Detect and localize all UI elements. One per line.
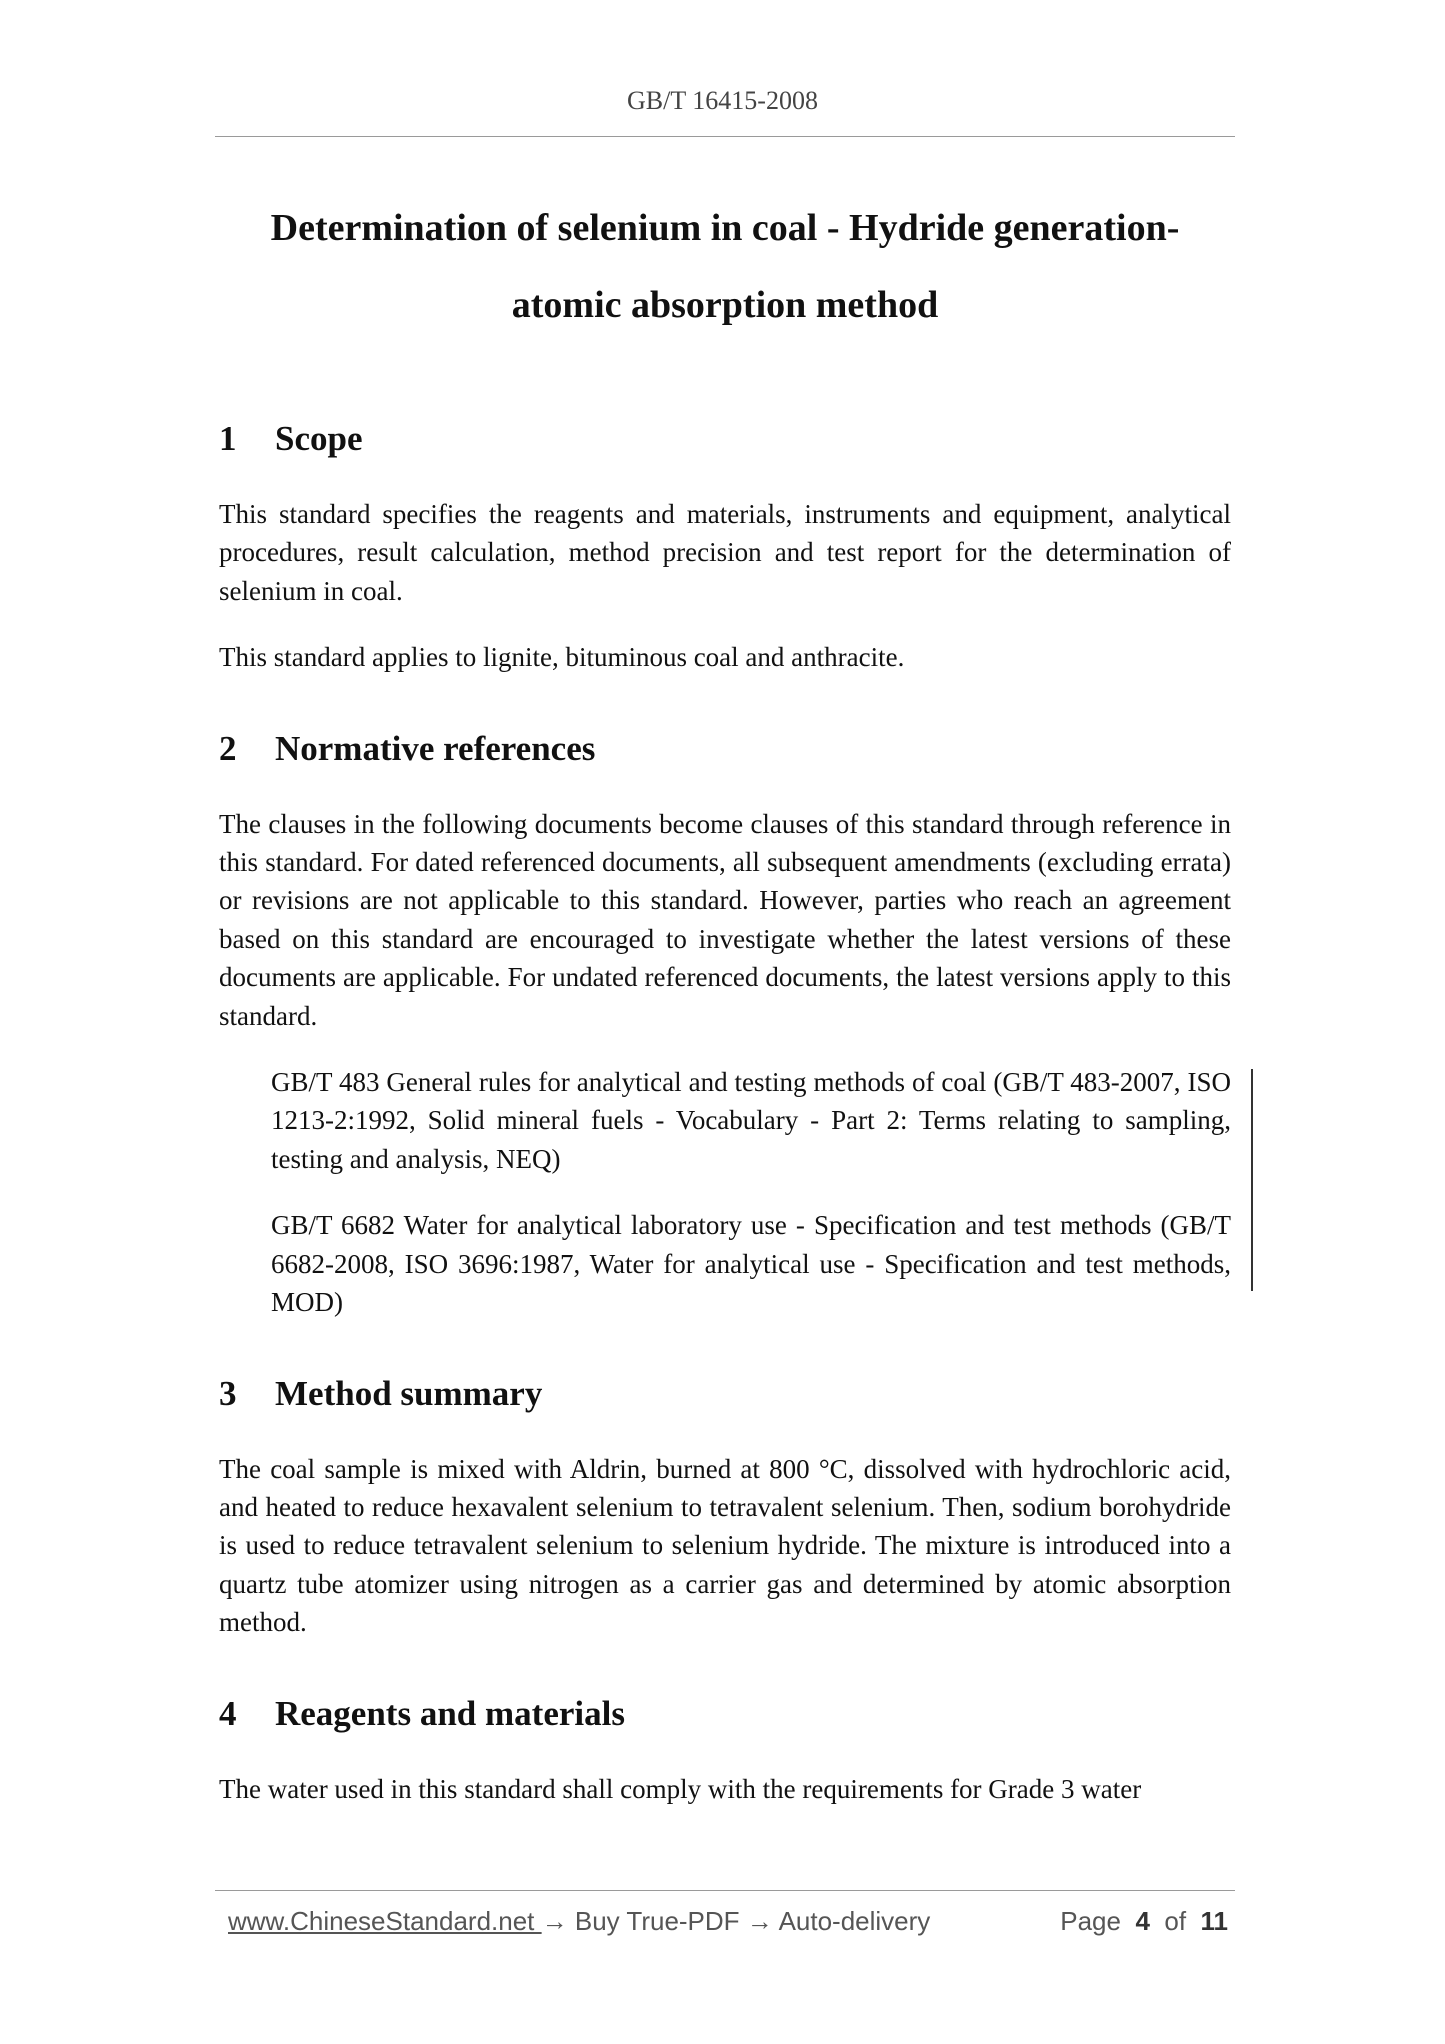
purchase-text: → Buy True-PDF → Auto-delivery bbox=[541, 1906, 931, 1936]
reference-item: GB/T 6682 Water for analytical laboratory use - Specification and test methods (GB/T 6682-2008, ISO 3696:1987, Water for analytical use - Specification and test methods, MOD) bbox=[271, 1210, 1231, 1318]
section-title: Method summary bbox=[275, 1373, 543, 1413]
section-heading-method-summary bbox=[219, 1369, 1231, 1419]
paragraph: The clauses in the following documents become clauses of this standard through reference in this standard. For dated referenced documents, all subsequent amendments (excluding errata) or revisions are not applicable to this standard. However, parties who reach an agreement based on this standard are encouraged to investigate whether the latest versions of these documents are applicable. For undated referenced documents, the latest versions apply to this standard. bbox=[219, 808, 1231, 1031]
paragraph: The water used in this standard shall comply with the requirements for Grade 3 water bbox=[219, 1773, 1142, 1804]
website-link[interactable]: www.ChineseStandard.net bbox=[228, 1906, 542, 1936]
section-number: 3 bbox=[219, 1373, 237, 1413]
section-heading-normative-references bbox=[219, 724, 1231, 774]
section-number: 4 bbox=[219, 1693, 237, 1733]
total-pages: 11 bbox=[1200, 1906, 1228, 1936]
section-scope bbox=[219, 414, 1231, 677]
current-page: 4 bbox=[1135, 1906, 1150, 1936]
paragraph: The coal sample is mixed with Aldrin, burned at 800 °C, dissolved with hydrochloric acid, and heated to reduce hexavalent selenium to tetravalent selenium. Then, sodium borohydride is used to reduce tetravalent selenium to selenium hydride. The mixture is introduced into a quartz tube atomizer using nitrogen as a carrier gas and determined by atomic absorption method. bbox=[219, 1453, 1231, 1638]
document-title bbox=[215, 190, 1235, 344]
section-heading-scope bbox=[219, 414, 1231, 464]
section-heading-reagents bbox=[219, 1689, 1231, 1739]
section-title: Normative references bbox=[275, 728, 596, 768]
title-line-2: atomic absorption method bbox=[511, 284, 939, 326]
section-reagents-and-materials bbox=[219, 1689, 1231, 1808]
section-normative-references bbox=[219, 724, 1231, 1322]
reference-list bbox=[219, 1063, 1231, 1321]
reference-item: GB/T 483 General rules for analytical and testing methods of coal (GB/T 483-2007, ISO 1213-2:1992, Solid mineral fuels - Vocabulary - Part 2: Terms relating to sampling, testing and analysis, NEQ) bbox=[271, 1067, 1231, 1174]
page-of-label: of bbox=[1164, 1906, 1187, 1936]
section-method-summary bbox=[219, 1369, 1231, 1642]
section-number: 1 bbox=[219, 419, 237, 458]
section-title: Scope bbox=[275, 419, 363, 458]
document-body bbox=[219, 414, 1231, 1836]
paragraph: This standard specifies the reagents and materials, instruments and equipment, analytical procedures, result calculation, method precision and test report for the determination of selenium in coal. bbox=[219, 499, 1231, 606]
title-line-1: Determination of selenium in coal - Hydride generation- bbox=[270, 207, 1180, 249]
header-divider bbox=[215, 136, 1235, 137]
paragraph: This standard applies to lignite, bituminous coal and anthracite. bbox=[219, 642, 905, 673]
page-label: Page bbox=[1060, 1906, 1121, 1936]
footer-divider bbox=[215, 1890, 1235, 1891]
page-footer bbox=[228, 1906, 1228, 1937]
section-title: Reagents and materials bbox=[275, 1693, 625, 1733]
revision-change-bar bbox=[1251, 1069, 1253, 1291]
running-header: GB/T 16415-2008 bbox=[627, 86, 818, 115]
page-number bbox=[1060, 1906, 1228, 1937]
section-number: 2 bbox=[219, 728, 237, 768]
